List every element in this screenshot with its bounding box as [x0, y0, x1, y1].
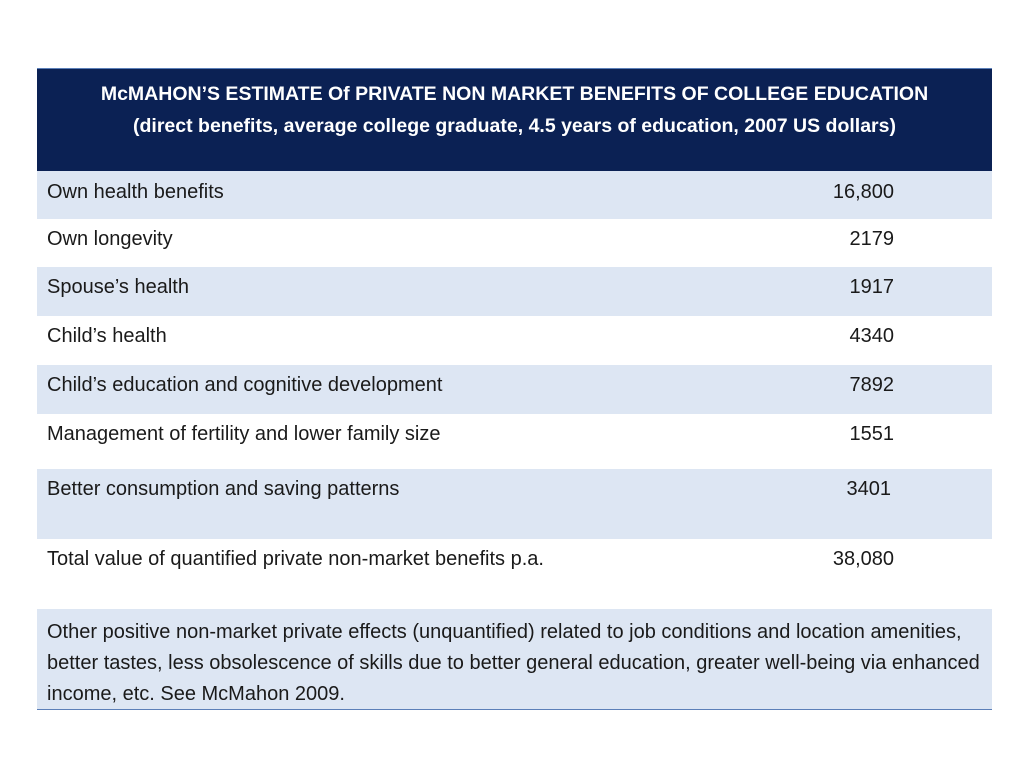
row-label: Better consumption and saving patterns — [47, 478, 400, 500]
table-row — [37, 365, 992, 414]
row-value: 16,800 — [832, 181, 894, 203]
table-title: McMAHON’S ESTIMATE Of PRIVATE NON MARKET BENEFITS OF COLLEGE EDUCATION — [100, 83, 929, 105]
table-row — [37, 316, 992, 365]
row-label: Child’s health — [47, 325, 167, 347]
table-row — [37, 469, 992, 539]
row-value: 4340 — [849, 325, 894, 347]
table-subtitle: (direct benefits, average college graduate, 4.5 years of education, 2007 US dollars) — [133, 115, 896, 137]
total-label: Total value of quantified private non-market benefits p.a. — [47, 548, 544, 570]
footnote: Other positive non-market private effects (unquantified) related to job conditions and location amenities, better tastes, less obsolescence of skills due to better general education, greater well-being via enhanced income, etc. See McMahon 2009. — [37, 609, 992, 710]
benefits-table — [37, 68, 992, 710]
table-header — [37, 69, 992, 171]
total-value: 38,080 — [832, 548, 894, 570]
row-value: 1551 — [849, 423, 894, 445]
row-label: Child’s education and cognitive development — [47, 374, 443, 396]
row-label: Management of fertility and lower family size — [47, 423, 441, 445]
row-label: Spouse’s health — [47, 276, 189, 298]
table-row — [37, 267, 992, 316]
row-value: 1917 — [849, 276, 894, 298]
row-value: 7892 — [849, 374, 894, 396]
row-label: Own longevity — [47, 228, 173, 250]
row-label: Own health benefits — [47, 181, 224, 203]
table-row — [37, 171, 992, 219]
table-row — [37, 219, 992, 267]
total-row — [37, 539, 992, 609]
table-row — [37, 414, 992, 469]
row-value: 3401 — [846, 478, 891, 500]
row-value: 2179 — [849, 228, 894, 250]
